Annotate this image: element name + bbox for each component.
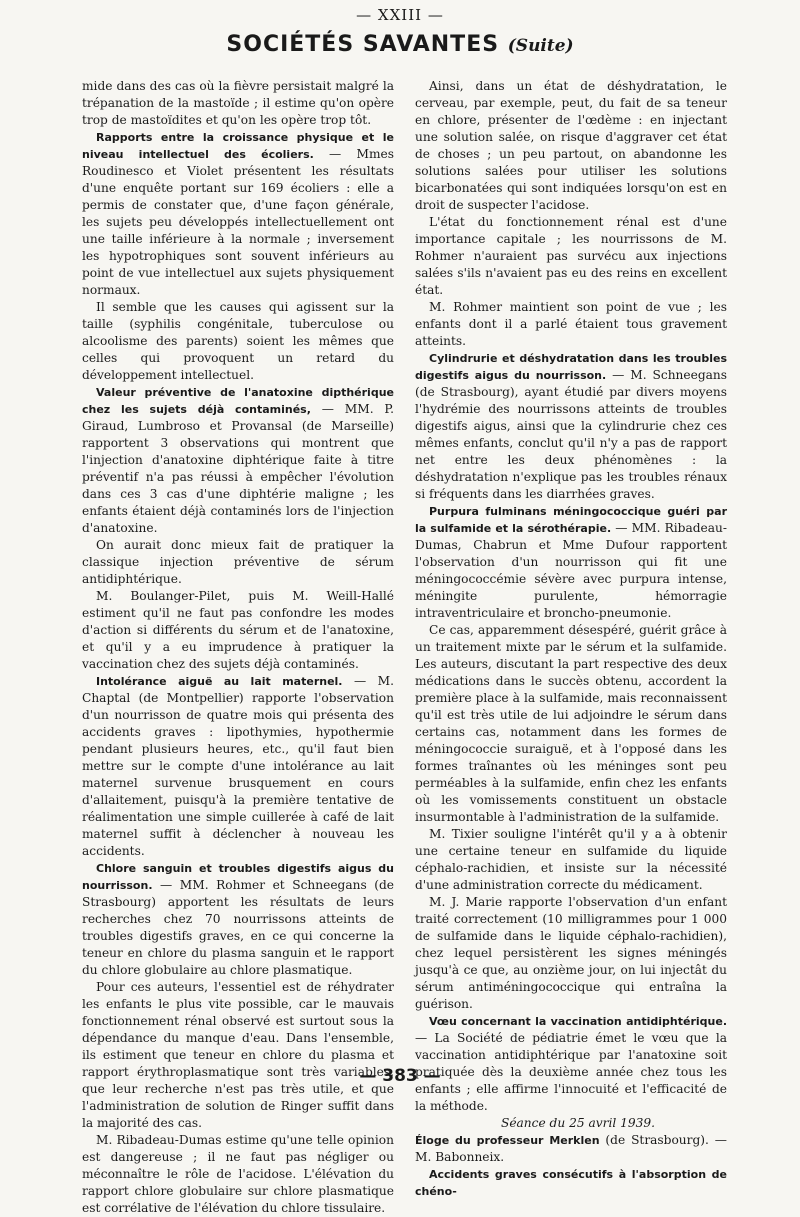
section-heading: Rapports entre la croissance physique et le niveau intellectuel des écoliers.: [82, 131, 394, 161]
paragraph: [415, 1013, 727, 1115]
paragraph: [82, 860, 394, 979]
paragraph: [415, 78, 727, 214]
paragraph: [415, 503, 727, 622]
paragraph-text: M. Boulanger-Pilet, puis M. Weill-Hallé estiment qu'il ne faut pas confondre les modes d'action si différents du sérum et de l'anatoxine, et qu'il y a eu imprudence à pratiquer la vaccination chez des sujets déjà contaminés.: [82, 589, 394, 671]
paragraph: [82, 588, 394, 673]
section-heading: Intolérance aiguë au lait maternel.: [96, 675, 343, 688]
paragraph: [415, 622, 727, 826]
paragraph-text: Ce cas, apparemment désespéré, guérit grâce à un traitement mixte par le sérum et la sulfamide. Les auteurs, discutant la part respective des deux médications dans le succès obtenu, accordent la première place à la sulfamide, mais reconnaissent qu'il est très utile de lui adjoindre le sérum dans certains cas, notamment dans les formes de méningococcie suraiguë, et à l'opposé dans les formes traînantes où les méninges sont peu perméables à la sulfamide, enfin chez les enfants où les vomissements constituent un obstacle insurmontable à l'administration de la sulfamide.: [415, 623, 727, 824]
section-heading: Valeur préventive de l'anatoxine dipthérique chez les sujets déjà contaminés,: [82, 386, 394, 416]
paragraph-text: Pour ces auteurs, l'essentiel est de réhydrater les enfants le plus vite possible, car le mauvais fonctionnement rénal observé est surtout sous la dépendance du manque d'eau. Dans l'ensemble, ils estiment que teneur en chlore du plasma et rapport érythroplasmatique sont très variables, que leur recherche n'est pas très utile, et que l'administration de solution de Ringer suffit dans la majorité des cas.: [82, 980, 394, 1130]
left-column: [82, 78, 394, 1217]
paragraph: [415, 350, 727, 503]
paragraph-text: (de Strasbourg). — M. Babonneix.: [415, 1133, 727, 1164]
section-heading: Purpura fulminans méningococcique guéri par la sulfamide et la sérothérapie.: [415, 505, 727, 535]
seance-date: Séance du 25 avril 1939.: [500, 1116, 656, 1130]
section-heading: Accidents graves consécutifs à l'absorption de chéno-: [415, 1168, 727, 1198]
paragraph: [82, 384, 394, 537]
paragraph-text: L'état du fonctionnement rénal est d'une importance capitale ; les nourrissons de M. Rohmer n'auraient pas survécu aux injections salées s'ils n'avaient pas eu des reins en excellent état.: [415, 215, 727, 297]
title-text: SOCIÉTÉS SAVANTES: [226, 32, 500, 57]
paragraph-text: Ainsi, dans un état de déshydratation, le cerveau, par exemple, peut, du fait de sa teneur en chlore, présenter de l'œdème : en injectant une solution salée, on risque d'aggraver cet état de choses ; un peu partout, on abandonne les solutions salées pour utiliser les solutions bicarbonatées qui sont indiquées lorsqu'on est en droit de suspecter l'acidose.: [415, 79, 727, 212]
paragraph-text: On aurait donc mieux fait de pratiquer la classique injection préventive de sérum antidiphtérique.: [82, 538, 394, 586]
page-title: [0, 32, 800, 57]
paragraph: [415, 1166, 727, 1200]
paragraph: [82, 673, 394, 860]
paragraph-text: — Mmes Roudinesco et Violet présentent les résultats d'une enquête portant sur 169 écoliers : elle a permis de constater que, d'une façon générale, les sujets peu développés intellectuellement ont une taille inférieure à la normale ; inversement les hypotrophiques sont souvent inférieurs au point de vue intellectuel aux sujets physiquement normaux.: [82, 147, 394, 297]
title-suffix: (Suite): [507, 36, 574, 56]
paragraph-text: — MM. P. Giraud, Lumbroso et Provansal (de Marseille) rapportent 3 observations qui montrent que l'injection d'anatoxine diphtérique faite à titre préventif n'a pas réussi à empêcher l'évolution dans ces 3 cas d'une diphtérie maligne ; les enfants étaient déjà contaminés lors de l'injection d'anatoxine.: [82, 402, 395, 535]
section-heading: Vœu concernant la vaccination antidiphtérique.: [429, 1015, 727, 1028]
paragraph-text: — M. Chaptal (de Montpellier) rapporte l'observation d'un nourrisson de quatre mois qui présenta des accidents graves : lipothymies, hypothermie pendant plusieurs heures, etc., qu'il faut bien mettre sur le compte d'une intolérance au lait maternel survenue brusquement en cours d'allaitement, puisqu'à la première tentative de réalimentation une simple cuillerée à café de lait maternel suffit à déclencher à nouveau les accidents.: [82, 674, 394, 858]
paragraph: [415, 1132, 727, 1166]
paragraph-text: M. J. Marie rapporte l'observation d'un enfant traité correctement (10 milligrammes pour 1 000 de sulfamide dans le liquide céphalo-rachidien), chez lequel persistèrent les signes méningés jusqu'à ce que, au onzième jour, on lui injectât du sérum antiméningococcique qui entraîna la guérison.: [415, 895, 727, 1011]
paragraph-text: M. Tixier souligne l'intérêt qu'il y a à obtenir une certaine teneur en sulfamide du liquide céphalo-rachidien, et insiste sur la nécessité d'une administration correcte du médicament.: [415, 827, 727, 892]
paragraph-text: — MM. Ribadeau-Dumas, Chabrun et Mme Dufour rapportent l'observation d'un nourrisson qui fit une méningococcémie sévère avec purpura intense, méningite purulente, hémorragie intraventriculaire et broncho-pneumonie.: [415, 521, 727, 620]
paragraph: [415, 299, 727, 350]
paragraph: [415, 214, 727, 299]
paragraph: [82, 979, 394, 1132]
paragraph: [415, 826, 727, 894]
paragraph: [82, 537, 394, 588]
paragraph: [82, 299, 394, 384]
paragraph: [415, 894, 727, 1013]
paragraph-text: mide dans des cas où la fièvre persistait malgré la trépanation de la mastoïde ; il estime qu'on opère trop de mastoïdites et qu'on les opère trop tôt.: [82, 79, 394, 127]
paragraph-text: M. Ribadeau-Dumas estime qu'une telle opinion est dangereuse ; il ne faut pas négliger ou méconnaître le rôle de l'acidose. L'élévation du rapport chlore globulaire sur chlore plasmatique est corrélative de l'élévation du chlore tissulaire.: [82, 1133, 394, 1215]
paragraph-text: Il semble que les causes qui agissent sur la taille (syphilis congénitale, tuberculose ou alcoolisme des parents) soient les mêmes que celles qui provoquent un retard du développement intellectuel.: [82, 300, 394, 382]
paragraph-text: — MM. Rohmer et Schneegans (de Strasbourg) apportent les résultats de leurs recherches chez 70 nourrissons atteints de troubles digestifs graves, en ce qui concerne la teneur en chlore du plasma sanguin et le rapport du chlore globulaire au chlore plasmatique.: [82, 878, 394, 977]
paragraph-text: — La Société de pédiatrie émet le vœu que la vaccination antidiphtérique par l'anatoxine soit pratiquée dès la deuxième année chez tous les enfants ; elle affirme l'innocuité et l'efficacité de la méthode.: [415, 1031, 727, 1113]
right-column: [415, 78, 727, 1200]
paragraph-text: — M. Schneegans (de Strasbourg), ayant étudié par divers moyens l'hydrémie des nourrissons atteints de troubles digestifs aigus, ainsi que la cylindrurie chez ces mêmes enfants, conclut qu'il n'y a pas de rapport net entre les deux phénomènes : la déshydratation n'explique pas les troubles rénaux si fréquents dans les diarrhées graves.: [415, 368, 727, 501]
paragraph-text: M. Rohmer maintient son point de vue ; les enfants dont il a parlé étaient tous gravement atteints.: [415, 300, 727, 348]
section-heading: Chlore sanguin et troubles digestifs aigus du nourrisson.: [82, 862, 394, 892]
paragraph: [82, 1132, 394, 1217]
paragraph: [82, 129, 394, 299]
paragraph: [82, 78, 394, 129]
page-number: — 383 —: [359, 1066, 441, 1086]
section-heading: Éloge du professeur Merklen: [415, 1134, 600, 1147]
roman-page-number: — XXIII —: [356, 6, 444, 24]
section-heading: Cylindrurie et déshydratation dans les troubles digestifs aigus du nourrisson.: [415, 352, 727, 382]
